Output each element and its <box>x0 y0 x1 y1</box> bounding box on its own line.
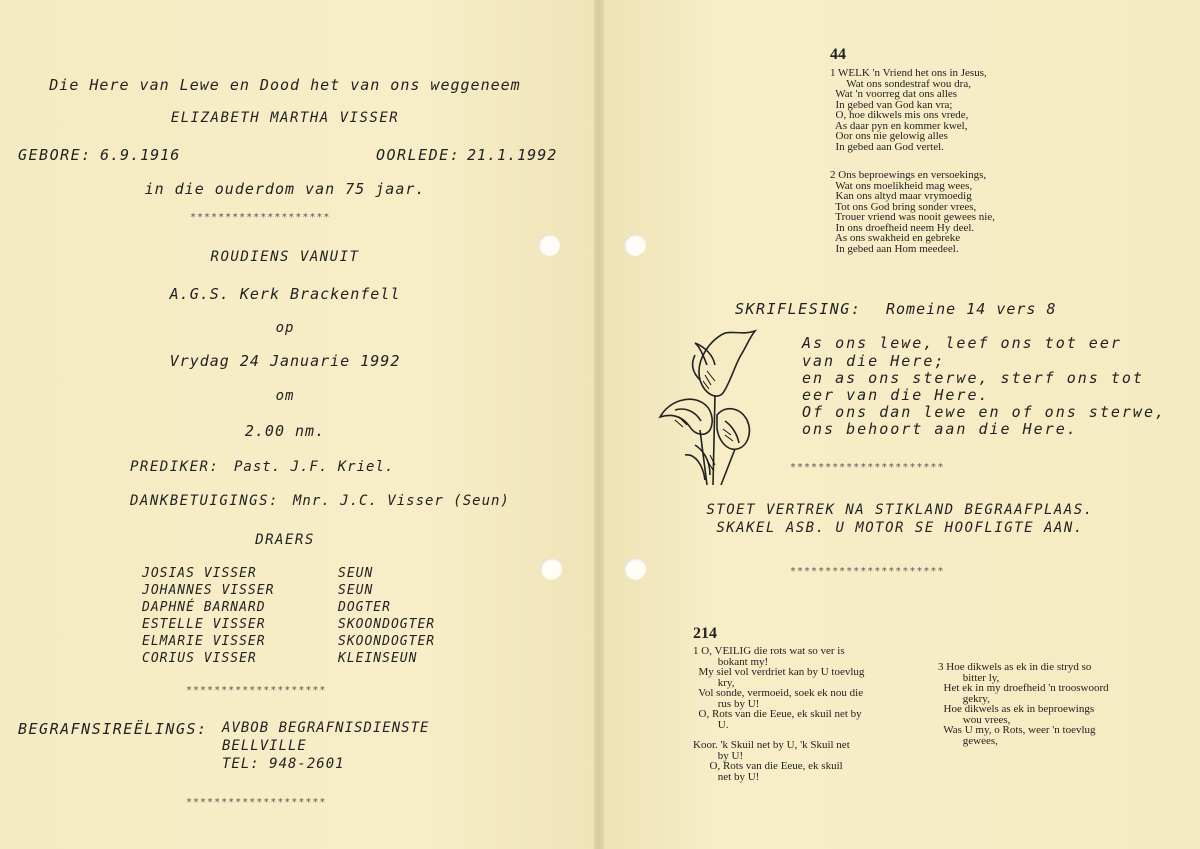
hymn-verse: 1 WELK 'n Vriend het ons in Jesus, Wat ons sondestraf wou dra, Wat 'n voorreg dat ons alles In gebed van God kan vra; O, hoe dikwels mis ons vrede, As daar pyn en kommer kwel, Oor ons nie gelowig alles In gebed aan God vertel. <box>830 67 987 153</box>
bearer-name: CORIUS VISSER <box>142 651 257 666</box>
scripture-line: As ons lewe, leef ons tot eer <box>802 334 1122 352</box>
deceased-name: ELIZABETH MARTHA VISSER <box>170 110 400 126</box>
reading-reference: Romeine 14 vers 8 <box>886 300 1057 318</box>
star-divider: ******************** <box>190 212 331 223</box>
hymn-number: 44 <box>830 46 846 63</box>
bearers-heading: DRAERS <box>255 532 315 548</box>
thanks-label: DANKBETUIGINGS: <box>130 493 279 509</box>
hymn-chorus: Koor. 'k Skuil net by U, 'k Skuil net by U! O, Rots van die Eeue, ek skuil net by U! <box>693 739 850 783</box>
star-divider: ********************** <box>790 566 945 577</box>
church-name: A.G.S. Kerk Brackenfell <box>169 285 401 303</box>
bearer-relation: SKOONDOGTER <box>338 634 436 649</box>
bearer-name: JOSIAS VISSER <box>142 566 257 581</box>
scripture-line: Of ons dan lewe en of ons sterwe, <box>802 403 1167 421</box>
star-divider: ******************** <box>186 797 327 808</box>
scripture-line: eer van die Here. <box>802 386 990 404</box>
funeral-label: BEGRAFNSIREËLINGS: <box>18 720 208 738</box>
om-text: om <box>275 388 295 404</box>
hymn-verse: 1 O, VEILIG die rots wat so ver is bokant my! My siel vol verdriet kan by U toevlug kry, Vol sonde, vermoeid, soek ek nou die rus by U! O, Rots van die Eeue, ek skuil net by U. <box>693 645 865 731</box>
procession-notice: STOET VERTREK NA STIKLAND BEGRAAFPLAAS. <box>706 502 1094 518</box>
service-time: 2.00 nm. <box>244 422 326 440</box>
bearer-relation: SKOONDOGTER <box>338 617 436 632</box>
star-divider: ******************** <box>186 685 327 696</box>
hymn-verse: 3 Hoe dikwels as ek in die stryd so bitter ly, Het ek in my droefheid 'n trooswoord gekry, Hoe dikwels as ek in beproewings wou vrees, Was U my, o Rots, weer 'n toevlug gewees, <box>938 661 1109 747</box>
bearer-name: ELMARIE VISSER <box>142 634 266 649</box>
bearer-relation: SEUN <box>338 583 374 598</box>
intro-text: Die Here van Lewe en Dood het van ons weggeneem <box>49 76 521 94</box>
headlights-notice: SKAKEL ASB. U MOTOR SE HOOFLIGTE AAN. <box>716 520 1084 536</box>
service-heading: ROUDIENS VANUIT <box>210 249 360 265</box>
born-label: GEBORE: <box>18 146 92 164</box>
died-date: 21.1.1992 <box>467 146 558 164</box>
star-divider: ********************** <box>790 462 945 473</box>
service-date: Vrydag 24 Januarie 1992 <box>169 352 401 370</box>
bearer-relation: SEUN <box>338 566 374 581</box>
preacher-label: PREDIKER: <box>130 459 220 475</box>
punch-hole <box>624 558 646 580</box>
funeral-line-2: BELLVILLE <box>222 738 307 754</box>
hymn-number: 214 <box>693 625 717 642</box>
op-text: op <box>275 320 295 336</box>
reading-label: SKRIFLESING: <box>735 300 862 318</box>
bearer-name: DAPHNÉ BARNARD <box>142 600 266 615</box>
scripture-line: ons behoort aan die Here. <box>802 420 1078 438</box>
hymn-verse: 2 Ons beproewings en versoekings, Wat ons moelikheid mag wees, Kan ons altyd maar vrymoedig Tot ons God bring sonder vrees, Trouer vriend was nooit gewees nie, In ons droefheid neem Hy deel. As ons swakheid en gebreke In gebed aan Hom meedeel. <box>830 169 995 255</box>
page-fold <box>594 0 604 849</box>
punch-hole <box>624 234 646 256</box>
bearer-name: JOHANNES VISSER <box>142 583 275 598</box>
funeral-line-1: AVBOB BEGRAFNISDIENSTE <box>222 720 430 736</box>
bearer-relation: KLEINSEUN <box>338 651 418 666</box>
thanks-name: Mnr. J.C. Visser (Seun) <box>293 493 510 509</box>
funeral-line-3: TEL: 948-2601 <box>222 756 345 772</box>
age-text: in die ouderdom van 75 jaar. <box>144 180 426 198</box>
punch-hole <box>540 558 562 580</box>
died-label: OORLEDE: <box>376 146 461 164</box>
lily-illustration <box>655 325 760 485</box>
scripture-line: en as ons sterwe, sterf ons tot <box>802 369 1144 387</box>
scripture-line: van die Here; <box>802 352 946 370</box>
born-date: 6.9.1916 <box>100 146 181 164</box>
bearer-name: ESTELLE VISSER <box>142 617 266 632</box>
bearer-relation: DOGTER <box>338 600 391 615</box>
preacher-name: Past. J.F. Kriel. <box>234 459 395 475</box>
